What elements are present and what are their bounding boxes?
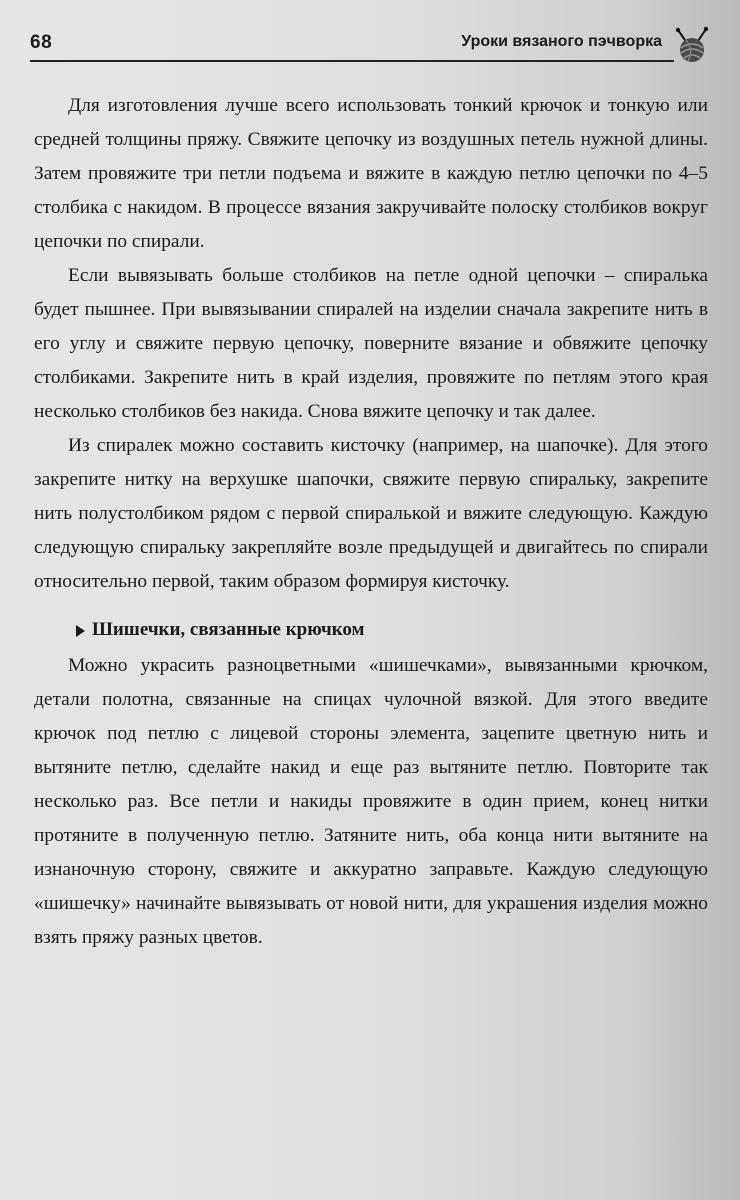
- header-rule: [30, 60, 674, 62]
- section-heading-text: Шишечки, связанные крючком: [92, 619, 365, 640]
- paragraph-1: Для изготовления лучше всего использовать тонкий крючок и тонкую или средней толщины пряжу. Свяжите цепочку из воздушных петель нужной длины. Затем провяжите три петли подъема и вяжите в каждую петлю цепочки по 4–5 столбика с накидом. В процессе вязания закручивайте полоску столбиков вокруг цепочки по спирали.: [34, 95, 708, 252]
- paragraph-2: Если вывязывать больше столбиков на петле одной цепочки – спиралька будет пышнее. При вывязывании спиралей на изделии сначала закрепите нить в его углу и свяжите первую цепочку, поверните вязание и обвяжите цепочку столбиками. Закрепите нить в край изделия, провяжите по петлям этого края несколько столбиков без накида. Снова вяжите цепочку и так далее.: [34, 265, 708, 422]
- page-header: [30, 30, 710, 62]
- section-paragraph: Можно украсить разноцветными «шишечками», вывязанными крючком, детали полотна, связанные на спицах чулочной вязкой. Для этого введите крючок под петлю с лицевой стороны элемента, зацепите цветную нить и вытяните петлю, сделайте накид и еще раз вытяните петлю. Повторите так несколько раз. Все петли и накиды провяжите в один прием, конец нитки протяните в полученную петлю. Затяните нить, оба конца нити вытяните на изнаночную сторону, свяжите и аккуратно заправьте. Каждую следующую «шишечку» начинайте вывязывать от новой нити, для украшения изделия можно взять пряжу разных цветов.: [34, 655, 708, 948]
- section-heading: [34, 613, 708, 647]
- paragraph-3: Из спиралек можно составить кисточку (например, на шапочке). Для этого закрепите нитку на верхушке шапочки, свяжите первую спиральку, закрепите нить полустолбиком рядом с первой спиралькой и вяжите следующую. Каждую следующую спиральку закрепляйте возле предыдущей и двигайтесь по спирали относительно первой, таким образом формируя кисточку.: [34, 435, 708, 592]
- yarn-ball-icon: [672, 26, 712, 66]
- triangle-bullet-icon: [76, 625, 85, 637]
- body-text: [34, 89, 708, 955]
- running-title: Уроки вязаного пэчворка: [461, 33, 662, 50]
- page-number: 68: [30, 32, 53, 53]
